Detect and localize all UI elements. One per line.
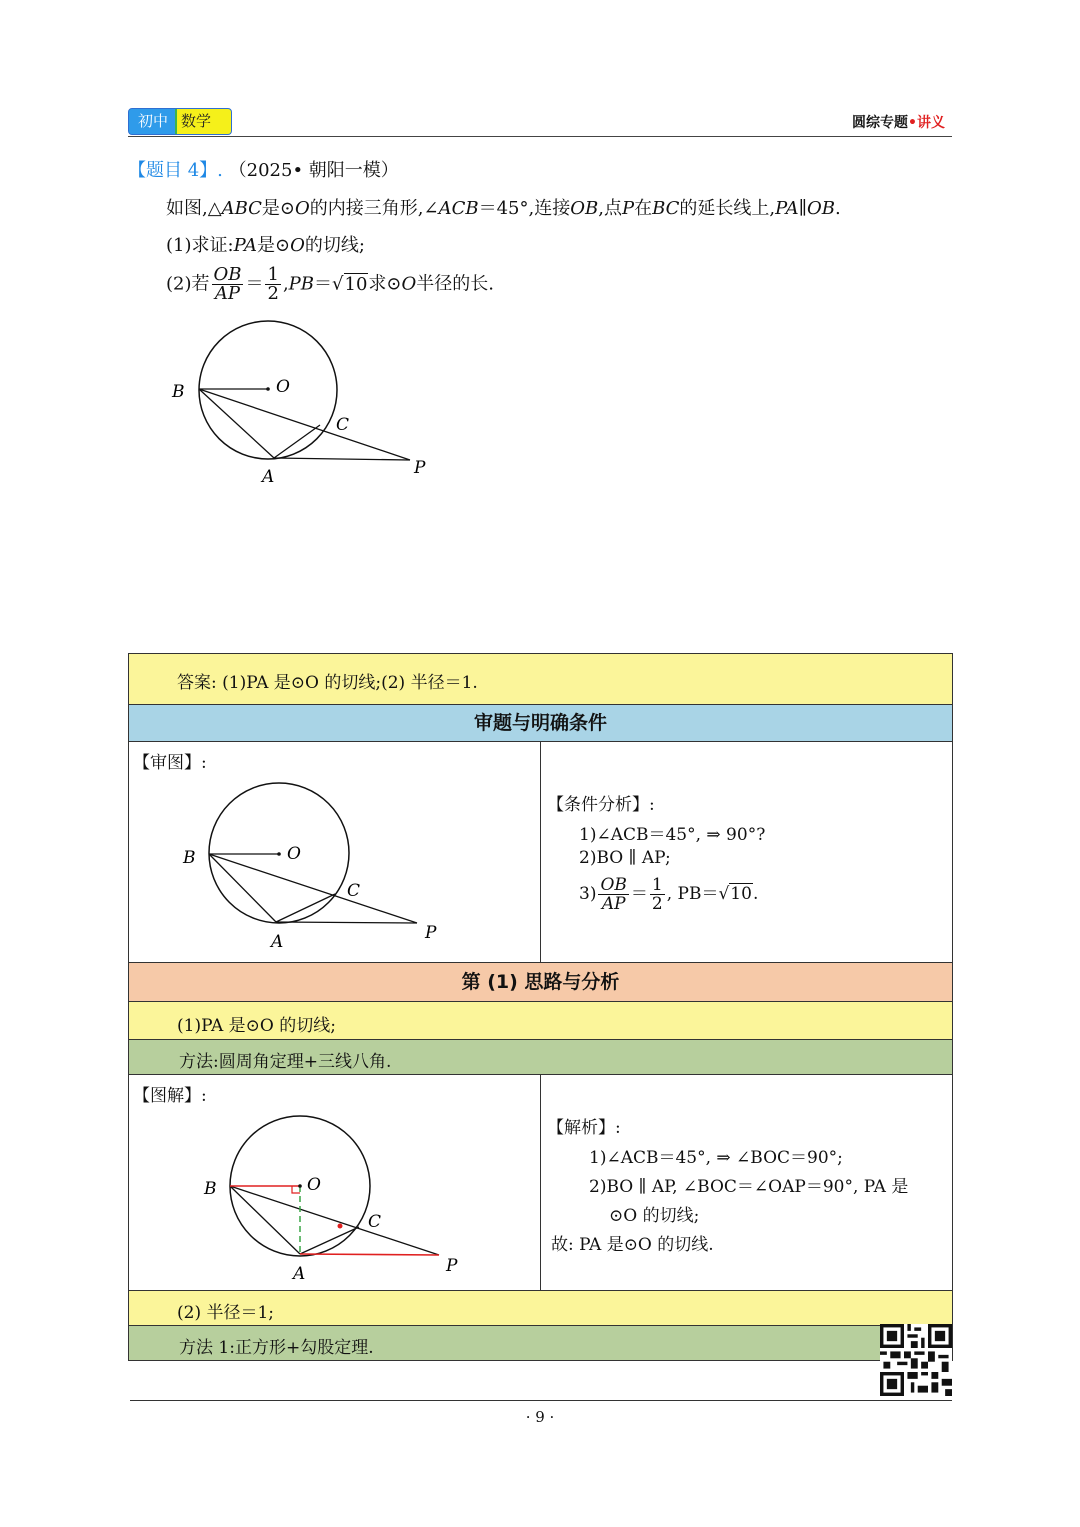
stmt-text: 的内接三角形,∠	[309, 198, 439, 219]
condition-2: 2)BO ∥ AP;	[579, 848, 671, 868]
segment-ap	[274, 458, 410, 460]
label-c: C	[347, 881, 361, 901]
q2-sqrt: 10	[344, 273, 368, 295]
method2-row	[128, 1325, 953, 1361]
shentu-label: 【审图】:	[133, 753, 207, 773]
answer-text: 答案: (1)PA 是⊙O 的切线;(2) 半径＝1.	[177, 673, 478, 693]
stmt-var: ABC	[221, 198, 262, 219]
label-a: A	[262, 467, 275, 487]
label-b: B	[172, 382, 185, 402]
q2-text: (2)若	[166, 273, 210, 295]
answer-row	[128, 653, 953, 705]
q2-text: ＝√	[314, 273, 344, 295]
jiexi-step-2: 2)BO ∥ AP, ∠BOC＝∠OAP＝90°, PA 是	[589, 1177, 909, 1197]
q2-fraction-half	[265, 266, 280, 303]
stmt-var: OB	[806, 198, 835, 219]
label-p: P	[414, 458, 426, 478]
problem-figure	[160, 310, 450, 490]
q2-fraction	[212, 266, 244, 303]
frac-num: 1	[267, 264, 279, 285]
line-bp	[209, 854, 417, 923]
label-o: O	[307, 1175, 321, 1195]
label-c: C	[368, 1212, 382, 1232]
question-1	[166, 233, 365, 259]
part1-text: (1)PA 是⊙O 的切线;	[177, 1016, 336, 1036]
frac-den: AP	[214, 283, 241, 304]
point-o	[298, 1184, 302, 1188]
q1-text: 是⊙	[257, 235, 291, 256]
stmt-var: O	[295, 198, 310, 219]
stmt-text: 如图,△	[166, 198, 222, 219]
stmt-text: .	[834, 198, 841, 219]
q1-var: O	[290, 235, 305, 256]
q2-var: PB	[288, 273, 315, 295]
problem-statement	[166, 196, 841, 222]
page-number: · 9 ·	[525, 1408, 555, 1426]
stmt-var: ACB	[438, 198, 479, 219]
frac-den: 2	[267, 283, 279, 304]
stmt-text: ,点	[598, 198, 622, 219]
badge-grade: 初中	[129, 109, 177, 134]
cond3-fraction	[598, 876, 628, 913]
cond3-text: 3)	[579, 884, 597, 904]
label-c: C	[336, 415, 350, 435]
frac-num: 1	[651, 875, 663, 895]
segment-ba	[199, 389, 274, 458]
q1-text: (1)求证:	[166, 235, 234, 256]
header-topic: 圆综专题	[852, 115, 909, 131]
label-o: O	[287, 844, 301, 864]
condition-1: 1)∠ACB＝45°, ⇒ 90°?	[579, 825, 766, 845]
shentu-figure	[169, 772, 489, 962]
q1-text: 的切线;	[304, 235, 365, 256]
method1-text: 方法:圆周角定理+三线八角.	[179, 1052, 392, 1072]
section2-title: 第 (1) 思路与分析	[461, 971, 620, 993]
cond3-sqrt: 10	[730, 884, 752, 904]
cond3-text: ＝	[630, 884, 648, 904]
badge-subject: 数学	[175, 109, 231, 134]
frac-num: OB	[213, 264, 242, 285]
subject-badge	[128, 108, 232, 135]
section1-title: 审题与明确条件	[473, 712, 607, 734]
stmt-var: BC	[652, 198, 680, 219]
stmt-var: PA	[775, 198, 799, 219]
label-o: O	[276, 377, 290, 397]
jiexi-conclusion: 故: PA 是⊙O 的切线.	[551, 1235, 714, 1255]
q2-text: 半径的长.	[416, 273, 494, 295]
part2-row	[128, 1290, 953, 1326]
cond3-text: , PB＝√	[666, 884, 730, 904]
cond3-text: .	[752, 884, 759, 904]
frac-den: AP	[601, 894, 626, 914]
frac-num: OB	[600, 875, 627, 895]
point-o	[266, 387, 270, 391]
stmt-text: 是⊙	[261, 198, 296, 219]
footer-rule	[130, 1400, 952, 1401]
q2-text: ,	[282, 273, 289, 295]
point-o	[277, 852, 281, 856]
jiexi-step-1: 1)∠ACB＝45°, ⇒ ∠BOC＝90°;	[589, 1148, 843, 1168]
label-p: P	[446, 1256, 458, 1276]
problem-tag: 【题目 4】.	[128, 160, 223, 181]
condition-3	[579, 876, 758, 913]
section2-body	[128, 1074, 953, 1291]
label-a: A	[271, 932, 284, 952]
problem-heading	[128, 158, 399, 184]
header-dot: •	[908, 115, 917, 131]
cond3-fraction-half	[650, 876, 665, 913]
problem-source: （2025• 朝阳一模）	[228, 160, 399, 181]
method1-row	[128, 1039, 953, 1075]
stmt-text: ∥	[798, 198, 807, 219]
column-divider	[540, 742, 541, 962]
q1-var: PA	[233, 235, 258, 256]
tujie-figure	[199, 1109, 529, 1289]
qr-code[interactable]	[880, 1324, 952, 1396]
stmt-var: OB	[570, 198, 599, 219]
segment-ba	[230, 1186, 300, 1254]
jiexi-step-2b: ⊙O 的切线;	[609, 1206, 700, 1226]
part1-row	[128, 1001, 953, 1040]
label-b: B	[204, 1179, 217, 1199]
stmt-text: 在	[634, 198, 653, 219]
question-2	[166, 266, 494, 303]
method2-text: 方法 1:正方形+勾股定理.	[179, 1338, 374, 1358]
header-title	[852, 112, 945, 132]
q2-var: O	[401, 273, 417, 295]
jiexi-label: 【解析】:	[547, 1118, 621, 1138]
q2-text: 求⊙	[368, 273, 402, 295]
header-rule	[128, 136, 952, 137]
stmt-text: ＝45°,连接	[478, 198, 571, 219]
frac-den: 2	[651, 894, 663, 914]
stmt-var: P	[621, 198, 635, 219]
tujie-label: 【图解】:	[133, 1086, 207, 1106]
section1-header	[128, 704, 953, 742]
column-divider	[540, 1075, 541, 1290]
segment-ap-red	[300, 1254, 439, 1255]
label-p: P	[425, 923, 437, 943]
q2-text: ＝	[245, 273, 264, 295]
label-a: A	[293, 1264, 306, 1284]
section2-header	[128, 962, 953, 1002]
header-suffix: 讲义	[917, 115, 945, 131]
tiaojian-label: 【条件分析】:	[547, 795, 655, 815]
segment-ap	[276, 922, 417, 923]
angle-dot	[338, 1224, 343, 1229]
part2-text: (2) 半径＝1;	[177, 1303, 275, 1323]
label-b: B	[183, 848, 196, 868]
section1-body	[128, 741, 953, 963]
stmt-text: 的延长线上,	[679, 198, 776, 219]
